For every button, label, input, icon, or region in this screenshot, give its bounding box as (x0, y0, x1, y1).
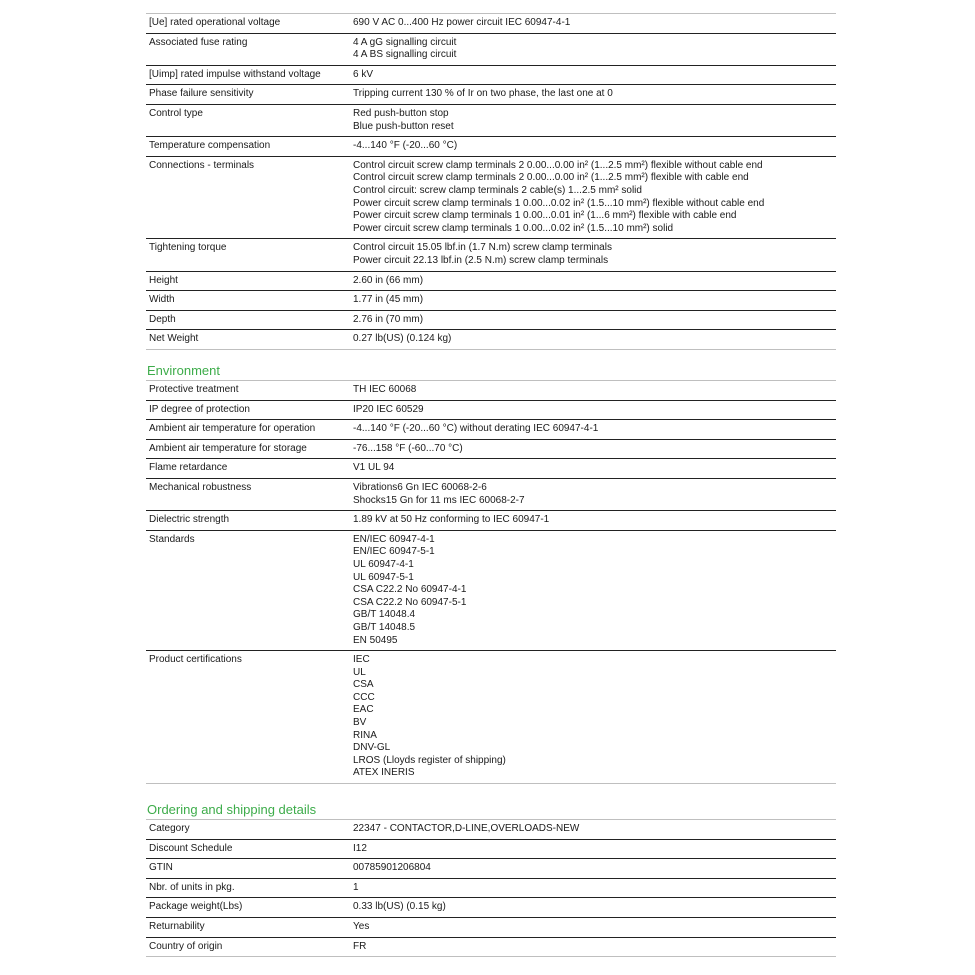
table-row (146, 937, 836, 957)
value-line: 1.77 in (45 mm) (353, 294, 424, 306)
value-line: Shocks15 Gn for 11 ms IEC 60068-2-7 (353, 494, 525, 506)
value-line: Control circuit: screw clamp terminals 2 cable(s) 1...2.5 mm² solid (353, 184, 642, 196)
value-line: FR (353, 940, 367, 952)
row-value (353, 85, 836, 104)
value-line: DNV-GL (353, 742, 391, 754)
value-line: CSA C22.2 No 60947-5-1 (353, 596, 467, 608)
row-label: Mechanical robustness (149, 481, 252, 493)
row-value (353, 938, 836, 957)
table-row (146, 400, 836, 420)
table-row (146, 858, 836, 878)
row-value (353, 137, 836, 156)
row-value (353, 531, 836, 650)
value-line: Power circuit screw clamp terminals 1 0.00...0.02 in² (1.5...10 mm²) flexible without cable end (353, 197, 765, 209)
value-line: UL 60947-4-1 (353, 558, 414, 570)
table-row (146, 136, 836, 156)
row-value (353, 311, 836, 330)
value-line: Control circuit screw clamp terminals 2 0.00...0.00 in² (1...2.5 mm²) flexible without cable end (353, 159, 763, 171)
value-line: RINA (353, 729, 377, 741)
value-line: TH IEC 60068 (353, 384, 417, 395)
row-value (353, 66, 836, 85)
row-value (353, 879, 836, 898)
row-label: Associated fuse rating (149, 36, 248, 48)
value-line: 6 kV (353, 68, 374, 80)
value-line: UL (353, 666, 366, 678)
row-label: Flame retardance (149, 462, 228, 474)
value-line: Power circuit screw clamp terminals 1 0.00...0.02 in² (1.5...10 mm²) solid (353, 222, 674, 234)
value-line: EAC (353, 704, 374, 716)
value-line: -4...140 °F (-20...60 °C) without derating IEC 60947-4-1 (353, 423, 599, 435)
table-row (146, 271, 836, 291)
row-label: Protective treatment (149, 384, 239, 395)
characteristics-table (146, 13, 836, 350)
value-line: GB/T 14048.4 (353, 609, 416, 621)
row-value (353, 14, 836, 33)
table-row (146, 310, 836, 330)
row-label: Standards (149, 533, 195, 545)
row-value (353, 420, 836, 439)
row-value (353, 401, 836, 420)
value-line: GB/T 14048.5 (353, 621, 416, 633)
value-line: 0.33 lb(US) (0.15 kg) (353, 901, 446, 913)
row-label: IP degree of protection (149, 403, 250, 415)
table-row (146, 329, 836, 349)
row-value (353, 105, 836, 136)
value-line: Power circuit screw clamp terminals 1 0.00...0.01 in² (1...6 mm²) flexible with cable end (353, 210, 737, 222)
row-label: Net Weight (149, 333, 199, 345)
row-label: Ambient air temperature for storage (149, 442, 307, 454)
ordering-section-title: Ordering and shipping details (147, 802, 317, 817)
value-line: EN/IEC 60947-4-1 (353, 533, 435, 545)
row-label: Width (149, 294, 175, 306)
row-value (353, 34, 836, 65)
value-line: Power circuit 22.13 lbf.in (2.5 N.m) screw clamp terminals (353, 254, 609, 266)
row-label: Country of origin (149, 940, 223, 952)
table-row (146, 839, 836, 859)
value-line: 1.89 kV at 50 Hz conforming to IEC 60947-1 (353, 514, 550, 526)
table-row (146, 878, 836, 898)
value-line: 1 (353, 881, 359, 893)
table-row (146, 917, 836, 937)
row-value (353, 651, 836, 783)
row-label: Discount Schedule (149, 842, 233, 854)
value-line: Blue push-button reset (353, 120, 454, 132)
table-row (146, 478, 836, 510)
value-line: Tripping current 130 % of Ir on two phase, the last one at 0 (353, 88, 613, 100)
table-row (146, 510, 836, 530)
table-row (146, 84, 836, 104)
table-row (146, 530, 836, 650)
row-label: Nbr. of units in pkg. (149, 881, 235, 893)
row-label: GTIN (149, 862, 173, 874)
row-value (353, 239, 836, 270)
value-line: EN 50495 (353, 634, 398, 646)
row-label: Height (149, 274, 178, 286)
value-line: -76...158 °F (-60...70 °C) (353, 442, 463, 454)
table-row (146, 897, 836, 917)
ordering-table (146, 819, 836, 957)
row-value (353, 820, 836, 839)
row-label: Temperature compensation (149, 140, 271, 152)
value-line: 4 A BS signalling circuit (353, 49, 457, 61)
row-value (353, 859, 836, 878)
row-value (353, 330, 836, 349)
table-row (146, 156, 836, 239)
row-value (353, 291, 836, 310)
value-line: EN/IEC 60947-5-1 (353, 546, 435, 558)
value-line: CCC (353, 691, 375, 703)
value-line: Vibrations6 Gn IEC 60068-2-6 (353, 481, 487, 493)
row-label: Returnability (149, 920, 205, 932)
row-value (353, 440, 836, 459)
table-row (146, 33, 836, 65)
value-line: CSA (353, 679, 374, 691)
row-label: Tightening torque (149, 242, 227, 254)
environment-table (146, 380, 836, 784)
value-line: Control circuit screw clamp terminals 2 0.00...0.00 in² (1...2.5 mm²) flexible with cable end (353, 172, 749, 184)
row-value (353, 840, 836, 859)
value-line: 0.27 lb(US) (0.124 kg) (353, 333, 452, 345)
table-row (146, 439, 836, 459)
value-line: 22347 - CONTACTOR,D-LINE,OVERLOADS-NEW (353, 823, 580, 834)
value-line: 2.60 in (66 mm) (353, 274, 424, 286)
table-row (146, 419, 836, 439)
row-value (353, 511, 836, 530)
environment-section-title: Environment (147, 363, 220, 378)
value-line: 00785901206804 (353, 862, 431, 874)
row-label: Phase failure sensitivity (149, 88, 254, 100)
value-line: CSA C22.2 No 60947-4-1 (353, 584, 467, 596)
row-label: Product certifications (149, 654, 242, 666)
table-row (146, 238, 836, 270)
row-label: Package weight(Lbs) (149, 901, 243, 913)
row-value (353, 157, 836, 239)
value-line: BV (353, 717, 367, 729)
table-row (146, 65, 836, 85)
row-value (353, 918, 836, 937)
value-line: Red push-button stop (353, 107, 449, 119)
value-line: I12 (353, 842, 367, 854)
row-value (353, 381, 836, 400)
value-line: UL 60947-5-1 (353, 571, 414, 583)
value-line: ATEX INERIS (353, 767, 415, 779)
row-value (353, 479, 836, 510)
row-label: Ambient air temperature for operation (149, 423, 316, 435)
row-label: Control type (149, 107, 203, 119)
value-line: IEC (353, 654, 370, 666)
table-row (146, 380, 836, 400)
value-line: 4 A gG signalling circuit (353, 36, 457, 48)
value-line: IP20 IEC 60529 (353, 403, 424, 415)
row-label: [Ue] rated operational voltage (149, 17, 281, 28)
value-line: V1 UL 94 (353, 462, 395, 474)
table-row (146, 650, 836, 783)
table-row (146, 13, 836, 33)
row-label: Depth (149, 313, 176, 325)
value-line: -4...140 °F (-20...60 °C) (353, 140, 458, 152)
row-value (353, 459, 836, 478)
value-line: Control circuit 15.05 lbf.in (1.7 N.m) screw clamp terminals (353, 242, 612, 254)
row-label: [Uimp] rated impulse withstand voltage (149, 68, 321, 80)
row-label: Connections - terminals (149, 159, 255, 171)
value-line: LROS (Lloyds register of shipping) (353, 754, 506, 766)
row-label: Dielectric strength (149, 514, 230, 526)
value-line: 2.76 in (70 mm) (353, 313, 424, 325)
table-row (146, 458, 836, 478)
table-row (146, 290, 836, 310)
table-row (146, 104, 836, 136)
table-row (146, 819, 836, 839)
row-value (353, 272, 836, 291)
row-value (353, 898, 836, 917)
value-line: 690 V AC 0...400 Hz power circuit IEC 60947-4-1 (353, 17, 571, 28)
row-label: Category (149, 823, 190, 834)
value-line: Yes (353, 920, 370, 932)
